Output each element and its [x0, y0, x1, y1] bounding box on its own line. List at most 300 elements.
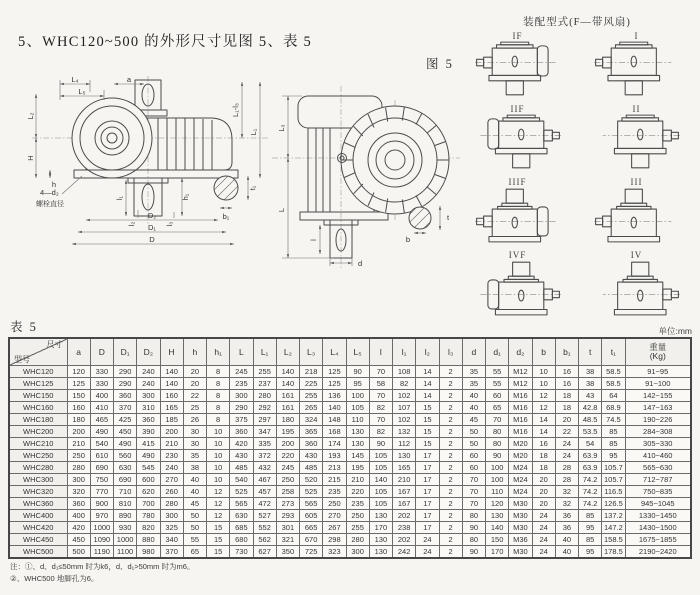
table-cell: 70 [369, 366, 392, 378]
table-cell: 250 [323, 498, 346, 510]
table-cell: 235 [346, 498, 369, 510]
table-cell: 220 [346, 486, 369, 498]
table-cell: 140 [276, 366, 299, 378]
assembly-grid [458, 31, 696, 323]
table-cell: 545 [137, 462, 160, 474]
gearbox-glyph-fan-left-output-bottom [475, 114, 561, 170]
weight-cell: 190~226 [625, 414, 691, 426]
column-header: t [579, 338, 602, 366]
model-cell: WHC125 [9, 378, 67, 390]
table-cell: 490 [90, 426, 113, 438]
table-cell: 300 [346, 546, 369, 559]
table-cell: 102 [393, 414, 416, 426]
column-header: d [462, 338, 485, 366]
column-header: h₁ [207, 338, 230, 366]
table-cell: 8 [207, 390, 230, 402]
table-cell: 24 [555, 450, 578, 462]
weight-cell: 1330~1450 [625, 510, 691, 522]
table-cell: 55 [486, 366, 509, 378]
table-cell: 565 [300, 498, 323, 510]
table-cell: 74.5 [602, 414, 625, 426]
table-cell: 80 [462, 534, 485, 546]
table-cell: 36 [555, 510, 578, 522]
dim-D1: D₁ [148, 223, 156, 232]
table-cell: M36 [509, 534, 532, 546]
page-title: 5、WHC120~500 的外形尺寸见图 5、表 5 [18, 34, 312, 50]
table-cell: 310 [137, 402, 160, 414]
table-cell: M20 [509, 438, 532, 450]
table-row [9, 498, 691, 510]
column-header: D₂ [137, 338, 160, 366]
table-cell: 370 [114, 402, 137, 414]
assembly-type-label: III [630, 177, 643, 187]
table-cell: 80 [486, 426, 509, 438]
table-cell: 300 [67, 474, 90, 486]
table-cell: 130 [346, 426, 369, 438]
table-cell: 520 [300, 474, 323, 486]
table-cell: 490 [137, 450, 160, 462]
table-cell: 360 [137, 414, 160, 426]
table-cell: 560 [114, 450, 137, 462]
table-cell: 280 [253, 390, 276, 402]
table-cell: 10 [207, 438, 230, 450]
table-cell: 670 [300, 534, 323, 546]
table-cell: 280 [67, 462, 90, 474]
assembly-type-III [577, 177, 696, 250]
table-cell: 120 [67, 366, 90, 378]
table-cell: 242 [393, 546, 416, 559]
table-cell: 255 [346, 522, 369, 534]
model-cell: WHC280 [9, 462, 67, 474]
table-cell: 255 [253, 366, 276, 378]
table-cell: 360 [300, 438, 323, 450]
table-cell: 82 [369, 402, 392, 414]
figure-label: 图 5 [426, 57, 454, 71]
table-cell: 15 [416, 438, 439, 450]
table-cell: 185 [160, 414, 183, 426]
table-cell: 210 [346, 474, 369, 486]
table-cell: 425 [114, 414, 137, 426]
weight-cell: 410~460 [625, 450, 691, 462]
column-header: a [67, 338, 90, 366]
model-cell: WHC360 [9, 498, 67, 510]
table-cell: 552 [253, 522, 276, 534]
table-cell: 200 [160, 426, 183, 438]
table-cell: 20 [532, 486, 555, 498]
table-unit: 单位:mm [658, 326, 692, 336]
table-row [9, 534, 691, 546]
corner-label-size: 尺寸 [46, 340, 63, 349]
table-cell: 74.2 [579, 474, 602, 486]
table-cell: 107 [393, 402, 416, 414]
table-cell: 700 [137, 498, 160, 510]
table-cell: 430 [300, 450, 323, 462]
table-cell: 50 [183, 510, 206, 522]
base-and-output-shaft [74, 170, 238, 216]
table-cell: 350 [276, 546, 299, 559]
table-cell: 20 [532, 498, 555, 510]
table-cell: 335 [253, 438, 276, 450]
table-cell: 16 [555, 366, 578, 378]
table-cell: M24 [509, 474, 532, 486]
table-cell: 48.5 [579, 414, 602, 426]
table-cell: 605 [300, 510, 323, 522]
column-header: d₁ [486, 338, 509, 366]
table-cell: 140 [160, 378, 183, 390]
table-row [9, 438, 691, 450]
dim-D: D [149, 235, 155, 244]
table-cell: 485 [230, 462, 253, 474]
table-cell: 540 [90, 438, 113, 450]
table-cell: 260 [160, 486, 183, 498]
dim-b: b [405, 235, 411, 244]
table-cell: 420 [230, 438, 253, 450]
table-cell: 347 [253, 426, 276, 438]
fan-housing [338, 106, 450, 214]
table-cell: 365 [300, 426, 323, 438]
table-cell: 17 [416, 462, 439, 474]
table-cell: 630 [230, 510, 253, 522]
table-cell: 280 [346, 534, 369, 546]
table-cell: 2 [439, 474, 462, 486]
table-cell: 160 [160, 390, 183, 402]
dim-L4: L₄ [71, 76, 79, 84]
table-cell: 300 [160, 510, 183, 522]
dim-L1-l3: L₁-l₃ [231, 103, 240, 117]
gearbox-glyph-output-top-mirrored [594, 260, 680, 316]
table-cell: 258 [276, 486, 299, 498]
assembly-type-label: IF [512, 31, 523, 41]
column-header: D₁ [114, 338, 137, 366]
table-cell: 890 [114, 510, 137, 522]
table-cell: 150 [486, 534, 509, 546]
assembly-type-IV [577, 250, 696, 323]
gearbox-glyph-fan-right-output-top [475, 187, 561, 243]
table-cell: 70 [462, 486, 485, 498]
table-cell: 8 [207, 402, 230, 414]
table-cell: 375 [230, 414, 253, 426]
column-header: t₁ [602, 338, 625, 366]
table-cell: 105 [369, 486, 392, 498]
table-cell: 525 [300, 486, 323, 498]
table-cell: 1000 [114, 534, 137, 546]
table-cell: 195 [346, 462, 369, 474]
table-cell: 15 [416, 402, 439, 414]
table-cell: 147.2 [602, 522, 625, 534]
table-cell: 45 [462, 414, 485, 426]
table-caption: 表 5 [10, 320, 38, 334]
table-cell: 290 [114, 366, 137, 378]
model-cell: WHC210 [9, 438, 67, 450]
column-header: L₂ [276, 338, 299, 366]
table-cell: 80 [462, 510, 485, 522]
table-cell: 202 [393, 534, 416, 546]
bolt-note: 螺栓直径 [36, 201, 64, 208]
table-cell: 116.5 [602, 486, 625, 498]
table-cell: 193 [323, 450, 346, 462]
table-cell: 2 [439, 462, 462, 474]
table-cell: 238 [393, 522, 416, 534]
table-cell: 2 [439, 450, 462, 462]
assembly-panel [458, 14, 696, 323]
table-cell: 105.7 [602, 474, 625, 486]
dim-l3: l₃ [165, 221, 174, 227]
table-cell: 627 [253, 546, 276, 559]
table-cell: 930 [114, 522, 137, 534]
assembly-type-IIF [458, 104, 577, 177]
table-cell: 2 [439, 402, 462, 414]
column-header: b₁ [555, 338, 578, 366]
table-cell: 180 [276, 414, 299, 426]
table-cell: 525 [230, 486, 253, 498]
table-row [9, 414, 691, 426]
table-cell: 105 [369, 498, 392, 510]
table-cell: 10 [532, 378, 555, 390]
table-cell: 85 [579, 510, 602, 522]
table-row [9, 546, 691, 559]
weight-cell: 91~95 [625, 366, 691, 378]
table-cell: 140 [486, 522, 509, 534]
table-cell: 490 [114, 438, 137, 450]
table-cell: 527 [253, 510, 276, 522]
table-cell: 2 [439, 498, 462, 510]
table-cell: 820 [137, 522, 160, 534]
table-cell: M30 [509, 510, 532, 522]
table-cell: 63.9 [579, 462, 602, 474]
assembly-type-II [577, 104, 696, 177]
table-cell: 1090 [90, 534, 113, 546]
table-cell: 130 [369, 510, 392, 522]
table-cell: 60 [462, 462, 485, 474]
table-cell: 2 [439, 522, 462, 534]
table-cell: 70 [369, 390, 392, 402]
model-cell: WHC300 [9, 474, 67, 486]
table-cell: 980 [137, 546, 160, 559]
gearbox-glyph-output-bottom-mirrored [594, 114, 680, 170]
model-cell: WHC450 [9, 534, 67, 546]
table-cell: 30 [183, 438, 206, 450]
table-cell: 70 [462, 474, 485, 486]
table-cell: 18 [555, 390, 578, 402]
table-cell: 324 [300, 414, 323, 426]
table-cell: 165 [393, 462, 416, 474]
table-cell: 130 [369, 546, 392, 559]
table-cell: 880 [137, 534, 160, 546]
table-cell: M16 [509, 414, 532, 426]
weight-cell: 147~163 [625, 402, 691, 414]
table-cell: 28 [555, 462, 578, 474]
table-cell: 22 [555, 426, 578, 438]
column-header: l [369, 338, 392, 366]
side-view-drawing [272, 70, 472, 270]
table-cell: 130 [486, 510, 509, 522]
table-cell: 600 [137, 474, 160, 486]
weight-label: 重量 [649, 342, 667, 352]
table-cell: 100 [486, 474, 509, 486]
weight-cell: 945~1045 [625, 498, 691, 510]
gearbox-glyph-output-top [594, 187, 680, 243]
table-cell: 270 [323, 510, 346, 522]
table-cell: 22 [183, 390, 206, 402]
column-header: l₂ [416, 338, 439, 366]
table-cell: 1190 [90, 546, 113, 559]
column-header: L₃ [300, 338, 323, 366]
dim-l2: l₂ [127, 221, 136, 227]
table-cell: 74.2 [579, 498, 602, 510]
table-cell: 145 [346, 450, 369, 462]
table-cell: 323 [323, 546, 346, 559]
model-cell: WHC160 [9, 402, 67, 414]
table-cell: M24 [509, 462, 532, 474]
table-cell: 245 [276, 462, 299, 474]
table-row [9, 378, 691, 390]
table-cell: 158.5 [602, 534, 625, 546]
table-cell: 565 [230, 498, 253, 510]
table-cell: 370 [160, 546, 183, 559]
table-cell: 430 [230, 450, 253, 462]
table-cell: 82 [393, 378, 416, 390]
model-cell: WHC120 [9, 366, 67, 378]
weight-cell: 284~308 [625, 426, 691, 438]
table-cell: 40 [183, 486, 206, 498]
dim-h: h [51, 180, 57, 189]
table-row [9, 522, 691, 534]
table-cell: 2 [439, 534, 462, 546]
table-cell: 50 [462, 426, 485, 438]
table-cell: 12 [532, 390, 555, 402]
table-cell: 95 [346, 378, 369, 390]
column-header: l₁ [393, 338, 416, 366]
table-cell: 14 [416, 378, 439, 390]
table-cell: 2 [439, 438, 462, 450]
table-cell: M30 [509, 522, 532, 534]
table-cell: 730 [230, 546, 253, 559]
table-row [9, 474, 691, 486]
table-cell: 140 [369, 474, 392, 486]
table-cell: 12 [207, 486, 230, 498]
table-cell: 130 [346, 438, 369, 450]
column-header-weight [625, 338, 691, 366]
table-row [9, 450, 691, 462]
table-cell: 60 [486, 390, 509, 402]
column-header: D [90, 338, 113, 366]
table-cell: 70 [369, 414, 392, 426]
table-cell: 26 [183, 414, 206, 426]
table-cell: 170 [369, 522, 392, 534]
model-cell: WHC500 [9, 546, 67, 559]
table-cell: 2 [439, 426, 462, 438]
table-cell: 457 [253, 486, 276, 498]
dim-L5: L₅ [78, 87, 86, 96]
dim-D2: D₂ [147, 211, 157, 220]
table-cell: 17 [416, 450, 439, 462]
dim-t1: t₁ [248, 185, 257, 191]
table-cell: 38 [183, 462, 206, 474]
table-cell: 132 [393, 426, 416, 438]
dim-L: L [277, 207, 286, 213]
table-cell: 174 [323, 438, 346, 450]
table-cell: 15 [207, 546, 230, 559]
table-cell: 90 [462, 546, 485, 559]
table-row [9, 486, 691, 498]
table-cell: 32 [555, 486, 578, 498]
table-cell: 2 [439, 366, 462, 378]
column-header: L₄ [323, 338, 346, 366]
table-cell: 432 [253, 462, 276, 474]
table-cell: 40 [462, 390, 485, 402]
table-cell: 17 [416, 486, 439, 498]
table-cell: 24 [416, 546, 439, 559]
table-cell: 125 [67, 378, 90, 390]
table-cell: 105.7 [602, 462, 625, 474]
corner-label-model: 型号 [14, 355, 30, 364]
table-cell: 240 [137, 378, 160, 390]
table-cell: 210 [393, 474, 416, 486]
table-cell: 330 [90, 378, 113, 390]
table-cell: 360 [67, 498, 90, 510]
table-cell: 105 [369, 450, 392, 462]
table-cell: 24 [532, 534, 555, 546]
model-cell: WHC150 [9, 390, 67, 402]
table-cell: 24 [532, 546, 555, 559]
table-cell: 16 [532, 438, 555, 450]
table-cell: 17 [416, 498, 439, 510]
model-cell: WHC400 [9, 510, 67, 522]
table-cell: 165 [160, 402, 183, 414]
table-cell: 95 [579, 522, 602, 534]
table-cell: 54 [579, 438, 602, 450]
table-cell: 250 [67, 450, 90, 462]
table-cell: 250 [346, 510, 369, 522]
table-cell: M16 [509, 402, 532, 414]
column-header: b [532, 338, 555, 366]
table-cell: 770 [90, 486, 113, 498]
table-cell: 43 [579, 390, 602, 402]
table-cell: 467 [253, 474, 276, 486]
assembly-type-IF [458, 31, 577, 104]
table-cell: 225 [300, 378, 323, 390]
table-cell: 55 [486, 378, 509, 390]
table-cell: 15 [416, 414, 439, 426]
table-cell: 300 [230, 390, 253, 402]
assembly-type-IIIF [458, 177, 577, 250]
table-cell: 420 [67, 522, 90, 534]
table-cell: 410 [90, 402, 113, 414]
table-cell: 280 [160, 498, 183, 510]
table-row [9, 390, 691, 402]
table-cell: 28 [555, 474, 578, 486]
table-cell: 24 [532, 522, 555, 534]
table-cell: 95 [579, 546, 602, 559]
table-cell: 112 [393, 438, 416, 450]
table-cell: 10 [207, 450, 230, 462]
table-cell: 685 [230, 522, 253, 534]
table-cell: 18 [532, 462, 555, 474]
dim-t: t [447, 213, 450, 222]
table-cell: 90 [369, 438, 392, 450]
table-cell: 17 [416, 510, 439, 522]
table-cell: 15 [207, 534, 230, 546]
column-header: h [183, 338, 206, 366]
table-cell: 40 [555, 546, 578, 559]
table-cell: 210 [67, 438, 90, 450]
table-cell: 14 [416, 390, 439, 402]
dim-b1: b₁ [222, 212, 230, 221]
table-cell: 273 [276, 498, 299, 510]
table-cell: 140 [276, 378, 299, 390]
bolt-callout: 4—d₂ [40, 188, 59, 197]
table-cell: 472 [253, 498, 276, 510]
